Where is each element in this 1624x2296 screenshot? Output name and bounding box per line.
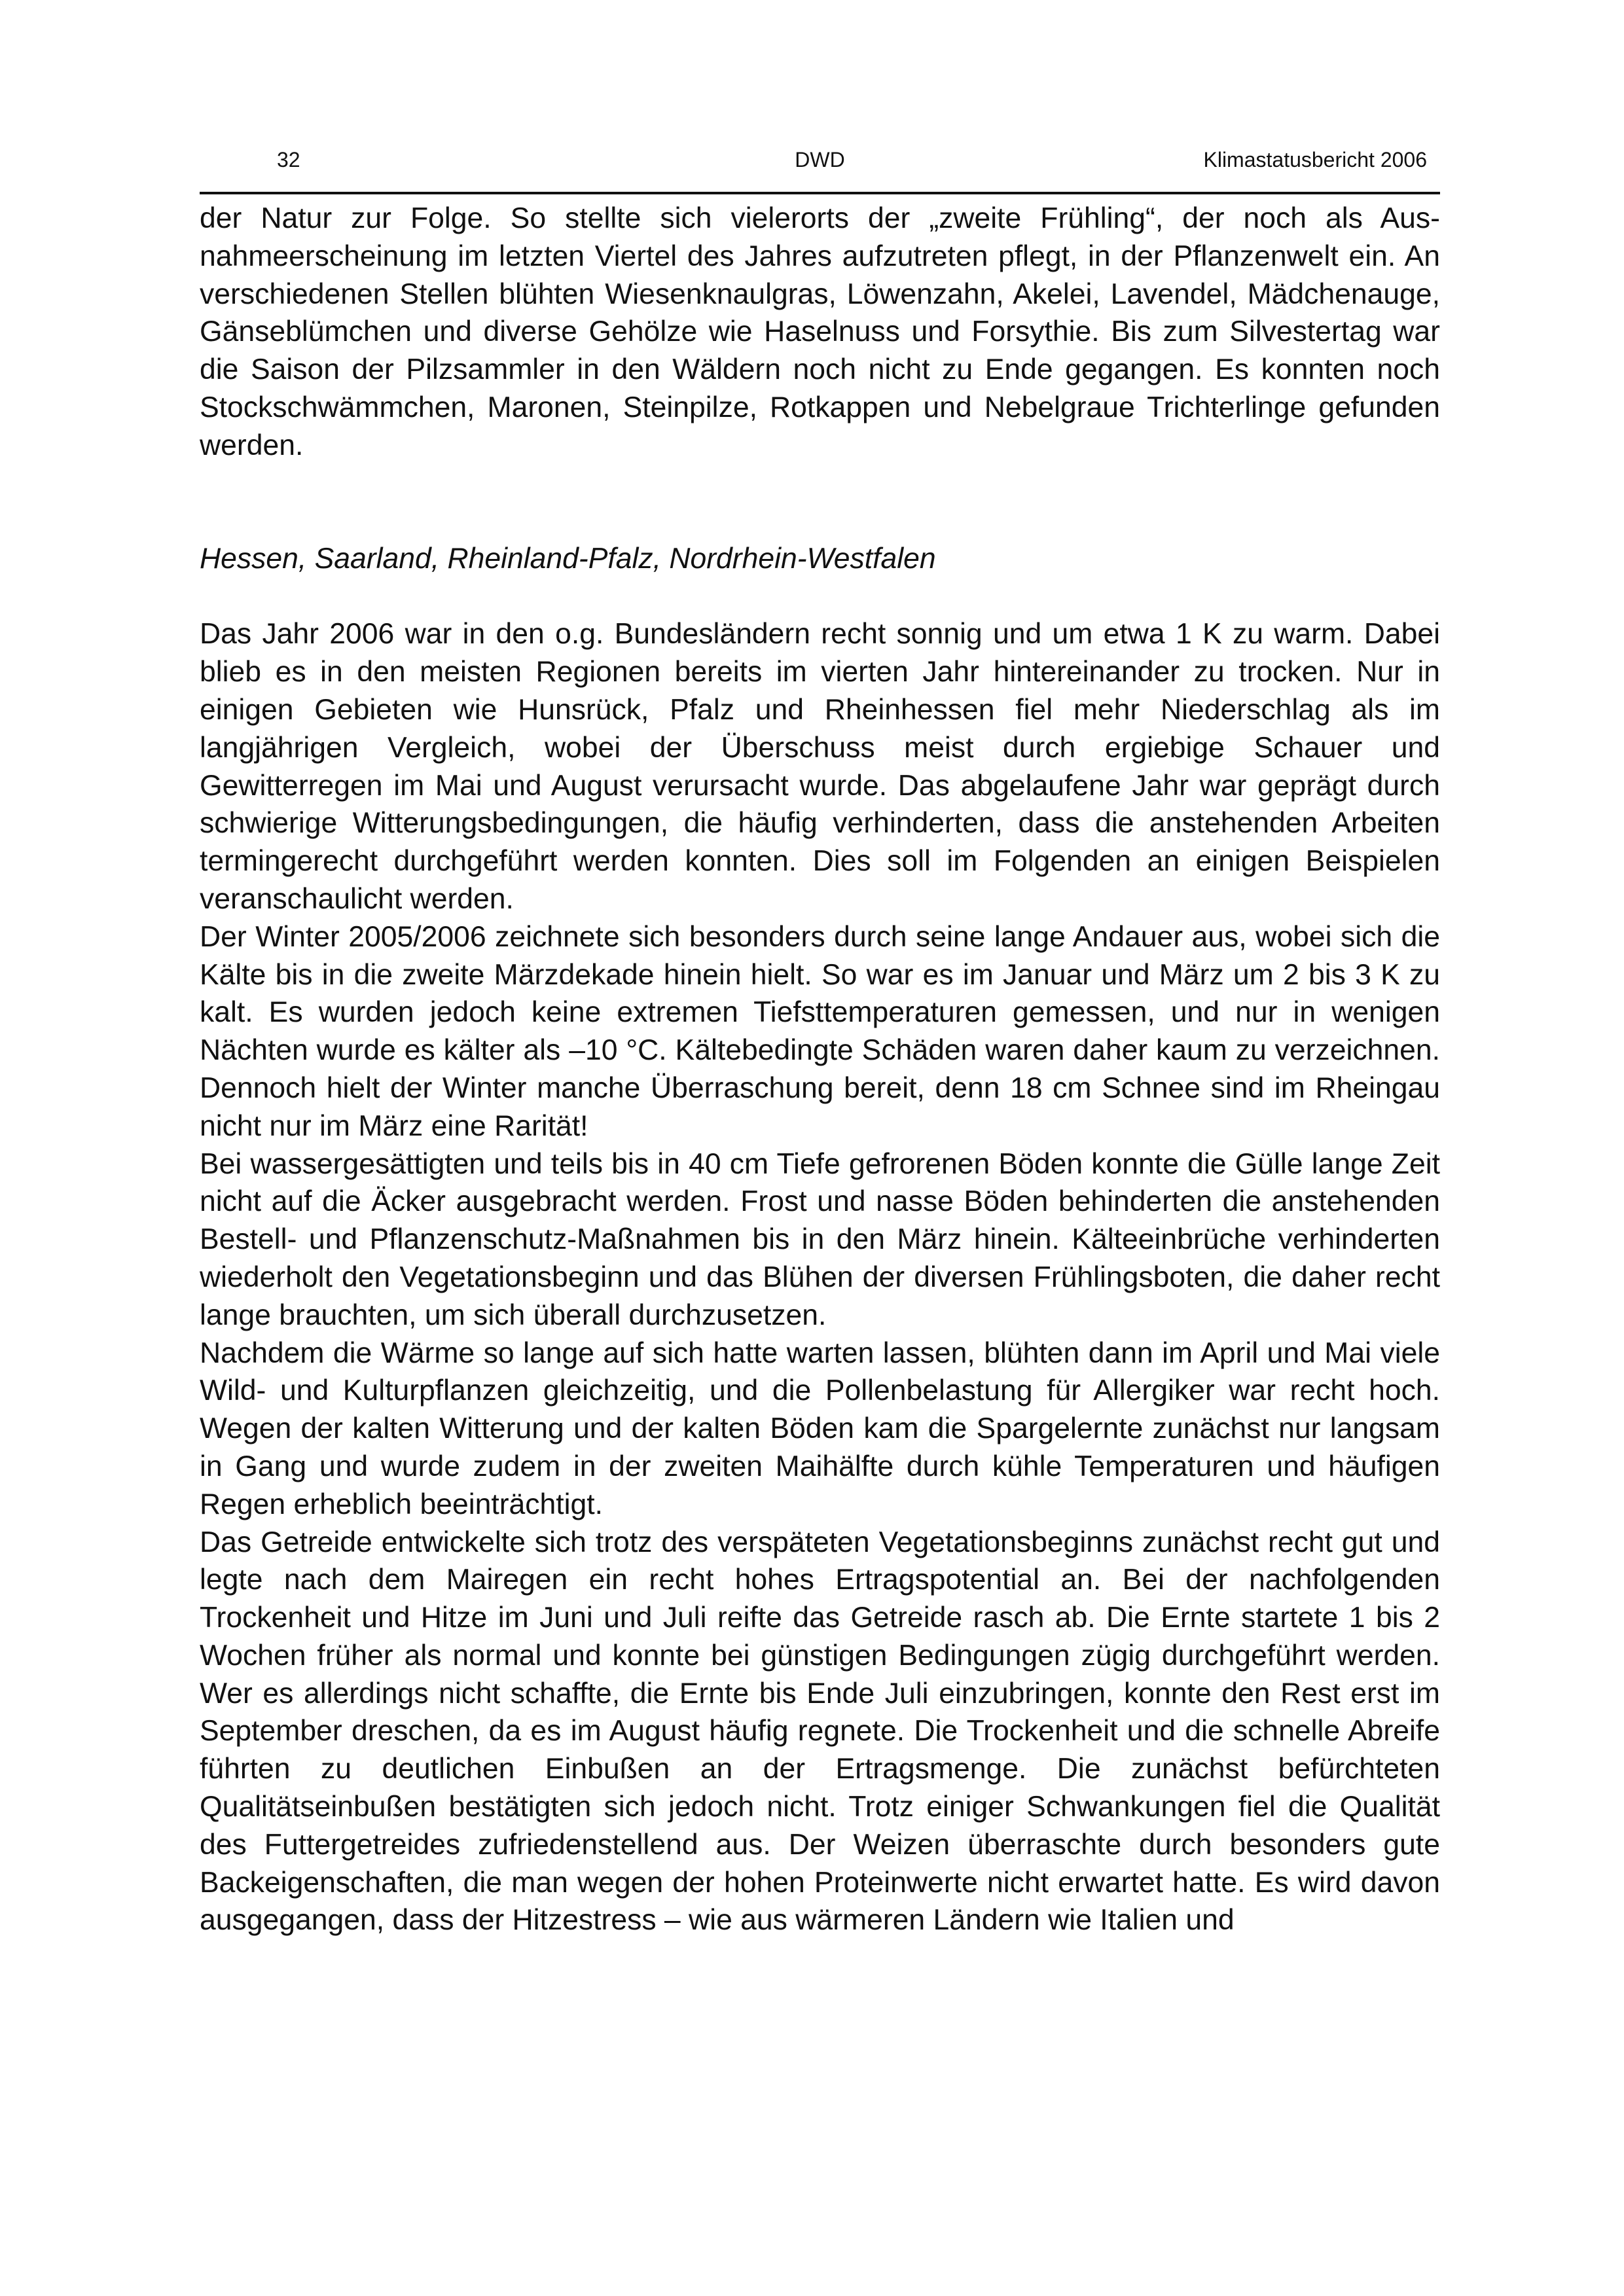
paragraph-soil: Bei wassergesättigten und teils bis in 40 cm Tiefe gefrorenen Böden konnte die Gülle lange Zeit nicht auf die Äcker ausgebracht werden. Frost und nasse Böden behinderten die anstehenden Bestell- und Pflanzenschutz-Maßnahmen bis in den März hinein. Kälteeinbrüche verhinderten wiederholt den Vegetationsbeginn und das Blühen der diversen Frühlingsboten, die daher recht lange brauchten, um sich überall durchzusetzen.: [200, 1147, 1440, 1331]
report-title: Klimastatusbericht 2006: [1203, 148, 1427, 171]
paragraph-winter: Der Winter 2005/2006 zeichnete sich besonders durch seine lange Andauer aus, wobei sich die Kälte bis in die zweite Märzdekade hinein hielt. So war es im Januar und März um 2 bis 3 K zu kalt. Es wurden jedoch keine extremen Tiefsttemperaturen gemessen, und nur in wenigen Nächten wurde es kälter als –10 °C. Kältebedingte Schäden waren daher kaum zu verzeichnen. Dennoch hielt der Winter manche Überraschung bereit, denn 18 cm Schnee sind im Rheingau nicht nur im März eine Rarität!: [200, 920, 1440, 1142]
intro-paragraph: der Natur zur Folge. So stellte sich vielerorts der „zweite Frühling“, der noch als Ausnahmeerscheinung im letzten Viertel des Jahres aufzutreten pflegt, in der Pflanzenwelt ein. An verschiedenen Stellen blühten Wiesenknaulgras, Löwenzahn, Akelei, Lavendel, Mädchenauge, Gänseblümchen und diverse Gehölze wie Haselnuss und Forsythie. Bis zum Silvestertag war die Saison der Pilzsammler in den Wäldern noch nicht zu Ende gegangen. Es konnten noch Stockschwämmchen, Maronen, Steinpilze, Rotkappen und Nebelgraue Trichterlinge gefunden werden.: [200, 202, 1440, 461]
page-content: [200, 200, 1440, 1939]
section-heading: Hessen, Saarland, Rheinland-Pfalz, Nordrhein-Westfalen: [200, 542, 936, 575]
paragraph-summary: Das Jahr 2006 war in den o.g. Bundesländern recht sonnig und um etwa 1 K zu warm. Dabei blieb es in den meisten Regionen bereits im vierten Jahr hintereinander zu trocken. Nur in einigen Gebieten wie Hunsrück, Pfalz und Rheinhessen fiel mehr Niederschlag als im langjährigen Vergleich, wobei der Überschuss meist durch ergiebige Schauer und Gewitterregen im Mai und August verursacht wurde. Das abgelaufene Jahr war geprägt durch schwierige Witterungsbedingungen, die häufig verhinderten, dass die anstehenden Arbeiten termingerecht durchgeführt werden konnten. Dies soll im Folgenden an einigen Beispielen veranschaulicht werden.: [200, 618, 1440, 915]
paragraph-spring: Nachdem die Wärme so lange auf sich hatte warten lassen, blühten dann im April und Mai viele Wild- und Kulturpflanzen gleichzeitig, und die Pollenbelastung für Allergiker war recht hoch. Wegen der kalten Witterung und der kalten Böden kam die Spargelernte zunächst nur langsam in Gang und wurde zudem in der zweiten Maihälfte durch kühle Temperaturen und häufigen Regen erheblich beeinträchtigt.: [200, 1336, 1440, 1520]
header-rule: [200, 192, 1440, 194]
publisher-label: DWD: [795, 148, 845, 171]
paragraph-grain: Das Getreide entwickelte sich trotz des verspäteten Vegetationsbeginns zunächst recht gut und legte nach dem Mairegen ein recht hohes Ertragspotential an. Bei der nachfolgenden Trockenheit und Hitze im Juni und Juli reifte das Getreide rasch ab. Die Ernte startete 1 bis 2 Wochen früher als normal und konnte bei günstigen Bedingungen zügig durchgeführt werden. Wer es allerdings nicht schaffte, die Ernte bis Ende Juli einzubringen, konnte den Rest erst im September dreschen, da es im August häufig regnete. Die Trockenheit und die schnelle Abreife führten zu deutlichen Einbußen an der Ertragsmenge. Die zunächst befürchteten Qualitätseinbußen bestätigten sich jedoch nicht. Trotz einiger Schwankungen fiel die Qualität des Futtergetreides zufriedenstellend aus. Der Weizen überraschte durch besonders gute Backeigenschaften, die man wegen der hohen Proteinwerte nicht erwartet hatte. Es wird davon ausgegangen, dass der Hitzestress – wie aus wärmeren Ländern wie Italien und: [200, 1526, 1440, 1937]
page-header: [200, 145, 1440, 174]
page-number: 32: [277, 148, 300, 171]
